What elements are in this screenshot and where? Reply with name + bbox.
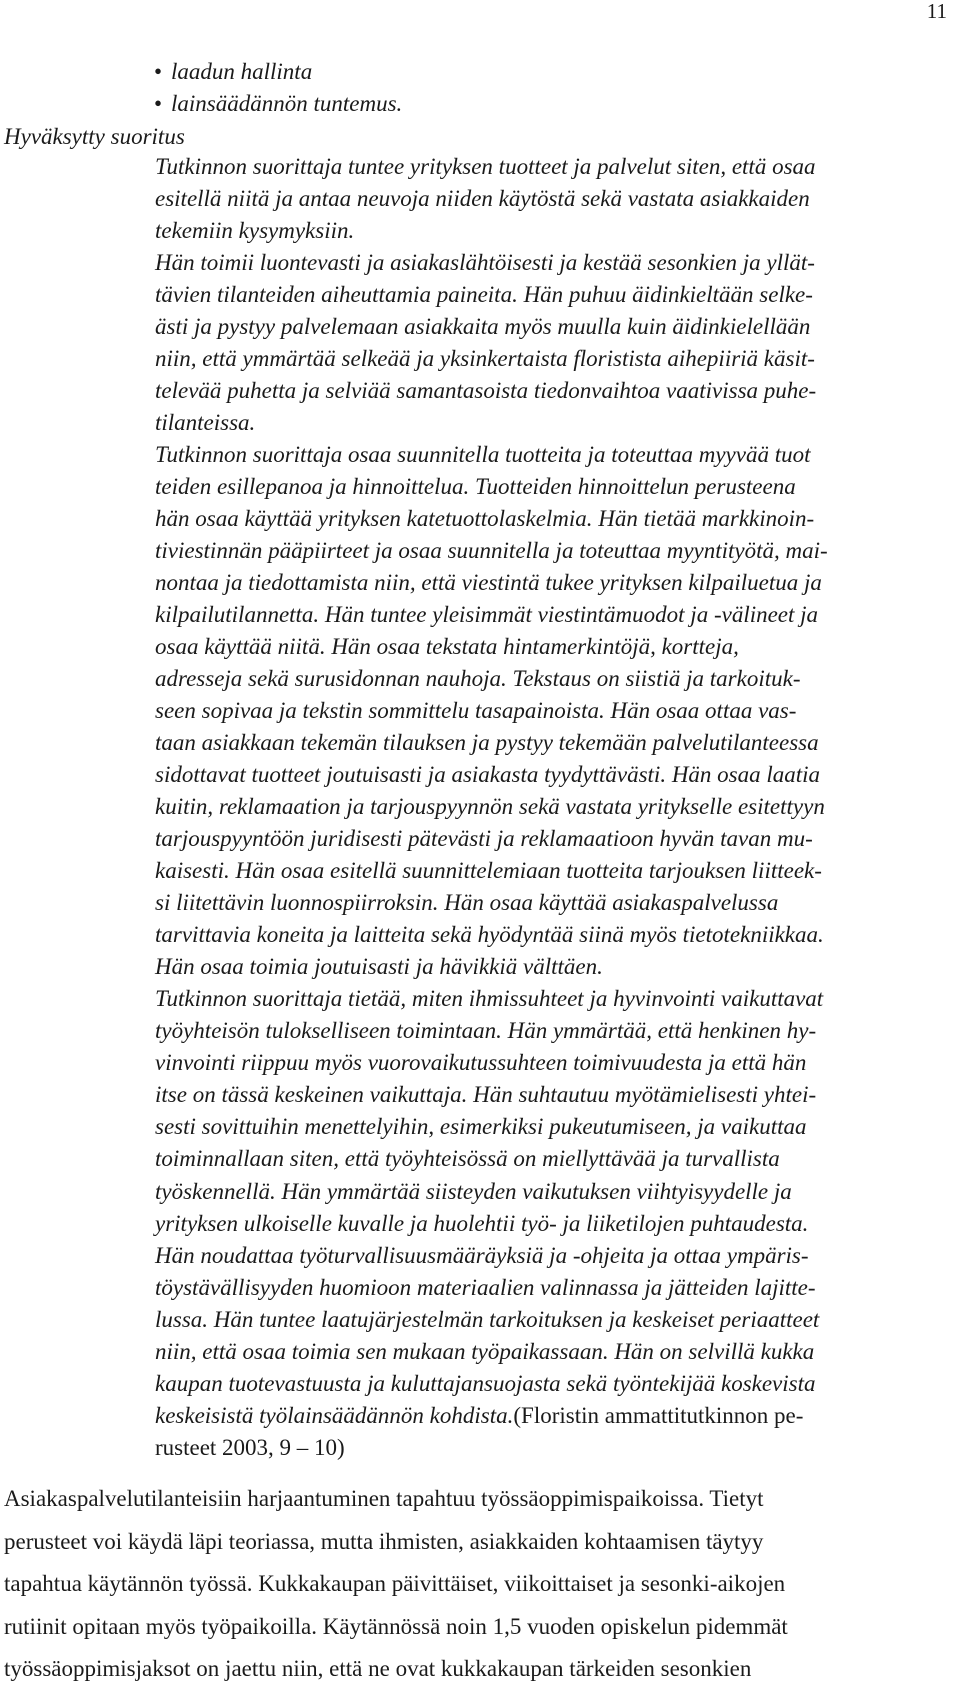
bullet-list [154, 56, 402, 120]
criteria-text: televää puhetta ja selviää samantasoista tiedonvaihtoa vaativissa puhe- [155, 378, 817, 404]
criteria-text: töystävällisyyden huomioon materiaalien valinnassa ja jätteiden lajitte- [155, 1274, 816, 1300]
criteria-line [155, 439, 955, 471]
criteria-line [155, 983, 955, 1015]
criteria-line [155, 919, 955, 951]
page-number: 11 [926, 0, 947, 23]
bullet-item [154, 56, 402, 88]
criteria-line [155, 279, 955, 311]
criteria-text: sesti sovittuihin menettelyihin, esimerkiksi pukeutumiseen, ja vaikuttaa [155, 1114, 807, 1140]
body-line: perusteet voi käydä läpi teoriassa, mutta ihmisten, asiakkaiden kohtaamisen täytyy [4, 1528, 764, 1554]
criteria-text: kilpailutilannetta. Hän tuntee yleisimmät viestintämuodot ja -välineet ja [155, 602, 819, 628]
criteria-line [155, 215, 955, 247]
section-heading: Hyväksytty suoritus [4, 124, 185, 149]
criteria-text: toiminnallaan siten, että työyhteisössä on miellyttävää ja turvallista [155, 1146, 780, 1172]
criteria-text: niin, että ymmärtää selkeää ja yksinkertaista floristista aihepiiriä käsit- [155, 346, 815, 372]
criteria-line [155, 1208, 955, 1240]
criteria-line [155, 1272, 955, 1304]
criteria-line [155, 599, 955, 631]
criteria-line [155, 1047, 955, 1079]
criteria-line [155, 1336, 955, 1368]
criteria-text: taan asiakkaan tekemän tilauksen ja pystyy tekemään palvelutilanteessa [155, 730, 819, 756]
criteria-line [155, 631, 955, 663]
criteria-line [155, 1368, 955, 1400]
criteria-text: Tutkinnon suorittaja osaa suunnitella tuotteita ja toteuttaa myyvää tuot [155, 442, 811, 468]
criteria-line [155, 887, 955, 919]
criteria-text: esitellä niitä ja antaa neuvoja niiden käytöstä sekä vastata asiakkaiden [155, 186, 810, 212]
criteria-line [155, 1015, 955, 1047]
criteria-text: Hän osaa toimia joutuisasti ja hävikkiä välttäen. [155, 954, 603, 980]
criteria-text: osaa käyttää niitä. Hän osaa tekstata hintamerkintöjä, kortteja, [155, 634, 739, 660]
criteria-line [155, 535, 955, 567]
criteria-text: si liitettävin luonnospiirroksin. Hän osaa käyttää asiakaspalvelussa [155, 890, 779, 916]
criteria-text: työskennellä. Hän ymmärtää siisteyden vaikutuksen viihtyisyydelle ja [155, 1178, 792, 1204]
criteria-text: niin, että osaa toimia sen mukaan työpaikassaan. Hän on selvillä kukka [155, 1338, 815, 1364]
criteria-text: kaupan tuotevastuusta ja kuluttajansuojasta sekä työntekijää koskevista [155, 1370, 816, 1396]
criteria-text: ästi ja pystyy palvelemaan asiakkaita myös muulla kuin äidinkielellään [155, 314, 811, 340]
criteria-line [155, 567, 955, 599]
criteria-line [155, 1176, 955, 1208]
criteria-line [155, 343, 955, 375]
criteria-line [155, 663, 955, 695]
criteria-paragraph [155, 151, 955, 1464]
criteria-line [155, 791, 955, 823]
body-paragraph [4, 1478, 954, 1691]
citation-line: rusteet 2003, 9 – 10) [155, 1434, 345, 1460]
criteria-line [155, 1400, 955, 1432]
criteria-line [155, 855, 955, 887]
criteria-line [155, 823, 955, 855]
criteria-line [155, 727, 955, 759]
criteria-text: tarvittavia koneita ja laitteita sekä hyödyntää siinä myös tietotekniikkaa. [155, 922, 824, 948]
criteria-line [155, 151, 955, 183]
criteria-text: kuitin, reklamaation ja tarjouspyynnön sekä vastata yritykselle esitettyyn [155, 794, 825, 820]
criteria-line [155, 1240, 955, 1272]
body-line: rutiinit opitaan myös työpaikoilla. Käytännössä noin 1,5 vuoden opiskelun pidemmät [4, 1613, 788, 1639]
criteria-line [155, 1143, 955, 1175]
criteria-line [155, 183, 955, 215]
bullet-text: lainsäädännön tuntemus. [171, 91, 403, 116]
criteria-line [155, 695, 955, 727]
criteria-text: Hän noudattaa työturvallisuusmääräyksiä ja -ohjeita ja ottaa ympäris- [155, 1242, 809, 1268]
criteria-text: adresseja sekä surusidonnan nauhoja. Tekstaus on siistiä ja tarkoituk- [155, 666, 801, 692]
criteria-text: kaisesti. Hän osaa esitellä suunnittelemiaan tuotteita tarjouksen liitteek- [155, 858, 822, 884]
criteria-text: tarjouspyyntöön juridisesti pätevästi ja reklamaatioon hyvän tavan mu- [155, 826, 813, 852]
criteria-line [155, 311, 955, 343]
criteria-line [155, 375, 955, 407]
criteria-text: tilanteissa. [155, 410, 256, 436]
criteria-text: lussa. Hän tuntee laatujärjestelmän tarkoituksen ja keskeiset periaatteet [155, 1306, 820, 1332]
criteria-text: vinvointi riippuu myös vuorovaikutussuhteen toimivuudesta ja että hän [155, 1050, 807, 1076]
criteria-line [155, 951, 955, 983]
criteria-line [155, 247, 955, 279]
criteria-text: Hän toimii luontevasti ja asiakaslähtöisesti ja kestää sesonkien ja yllät- [155, 250, 815, 276]
criteria-text: nontaa ja tiedottamista niin, että viestintä tukee yrityksen kilpailuetua ja [155, 570, 822, 596]
criteria-text: tekemiin kysymyksiin. [155, 218, 355, 244]
criteria-text: yrityksen ulkoiselle kuvalle ja huolehtii työ- ja liiketilojen puhtaudesta. [155, 1210, 809, 1236]
criteria-line [155, 1111, 955, 1143]
criteria-text: tiviestinnän pääpiirteet ja osaa suunnitella ja toteuttaa myyntityötä, mai- [155, 538, 828, 564]
criteria-text: sidottavat tuotteet joutuisasti ja asiakasta tyydyttävästi. Hän osaa laatia [155, 762, 821, 788]
criteria-text: Tutkinnon suorittaja tuntee yrityksen tuotteet ja palvelut siten, että osaa [155, 154, 816, 179]
criteria-line [155, 407, 955, 439]
bullet-icon: • [154, 59, 163, 84]
criteria-text: tävien tilanteiden aiheuttamia paineita. Hän puhuu äidinkieltään selke- [155, 282, 813, 308]
criteria-text: itse on tässä keskeinen vaikuttaja. Hän suhtautuu myötämielisesti yhtei- [155, 1082, 817, 1108]
criteria-line [155, 1304, 955, 1336]
criteria-line [155, 503, 955, 535]
body-line: työssäoppimisjaksot on jaettu niin, että ne ovat kukkakaupan tärkeiden sesonkien [4, 1656, 752, 1682]
criteria-text: hän osaa käyttää yrityksen katetuottolaskelmia. Hän tietää markkinoin- [155, 506, 815, 532]
criteria-line [155, 759, 955, 791]
bullet-icon: • [154, 91, 163, 116]
citation-text: (Floristin ammattitutkinnon pe- [513, 1402, 804, 1428]
criteria-text: Tutkinnon suorittaja tietää, miten ihmissuhteet ja hyvinvointi vaikuttavat [155, 986, 824, 1012]
criteria-text: keskeisistä työlainsäädännön kohdista. [155, 1402, 514, 1428]
bullet-text: laadun hallinta [171, 59, 313, 84]
criteria-text: teiden esillepanoa ja hinnoittelua. Tuotteiden hinnoittelun perusteena [155, 474, 796, 500]
bullet-item [154, 88, 402, 120]
criteria-text: työyhteisön tulokselliseen toimintaan. Hän ymmärtää, että henkinen hy- [155, 1018, 817, 1044]
criteria-line [155, 471, 955, 503]
criteria-text: seen sopivaa ja tekstin sommittelu tasapainoista. Hän osaa ottaa vas- [155, 698, 797, 724]
criteria-line [155, 1079, 955, 1111]
body-line: Asiakaspalvelutilanteisiin harjaantuminen tapahtuu työssäoppimispaikoissa. Tietyt [4, 1486, 764, 1511]
body-line: tapahtua käytännön työssä. Kukkakaupan päivittäiset, viikoittaiset ja sesonki-aikojen [4, 1571, 786, 1597]
